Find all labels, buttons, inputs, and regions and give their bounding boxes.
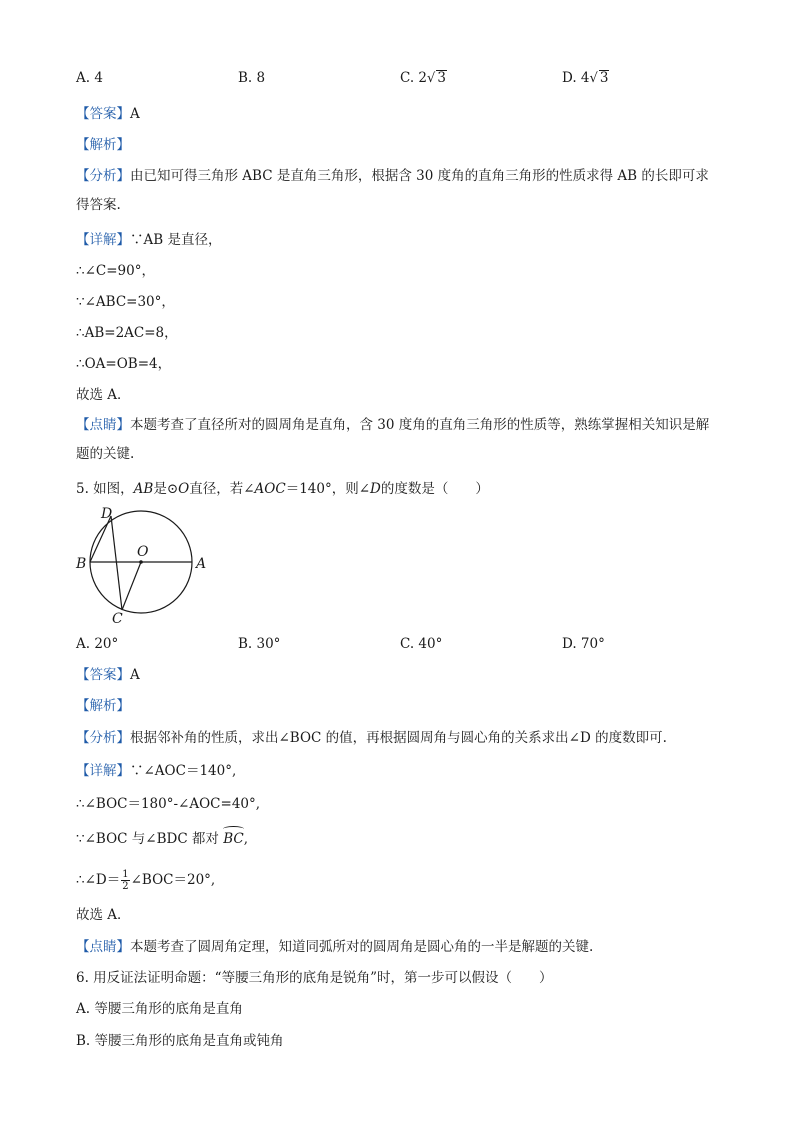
fenxi-tag: 【分析】 xyxy=(76,168,130,184)
xiangjie-tag: 【详解】 xyxy=(76,763,130,779)
q5-option-b: B. 30° xyxy=(238,636,281,652)
q4-step: ∴OA=OB=4， xyxy=(76,356,172,372)
q4-option-b: B. 8 xyxy=(238,70,266,86)
fenxi-tag: 【分析】 xyxy=(76,730,130,746)
q6-stem: 6. 用反证法证明命题：“等腰三角形的底角是锐角”时，第一步可以假设（ ） xyxy=(76,970,553,986)
q5-xiangjie: 【详解】∵∠AOC＝140°, xyxy=(76,763,237,779)
chord-dc xyxy=(111,516,122,610)
arc-bc: BC xyxy=(223,831,244,847)
fraction: $\frac{1}{2}$ xyxy=(122,869,129,892)
label-b: B xyxy=(76,556,87,572)
q4-answer: 【答案】A xyxy=(76,106,140,122)
label-d: D xyxy=(101,506,113,522)
circle-figure xyxy=(70,500,220,630)
q5-answer: 【答案】A xyxy=(76,667,140,683)
radius-oc xyxy=(122,562,141,610)
q5-step: 故选 A． xyxy=(76,907,131,923)
center-point xyxy=(139,560,143,564)
answer-tag: 【答案】 xyxy=(76,106,130,122)
sqrt-radicand: 3 xyxy=(599,70,609,86)
dianjing-tag: 【点睛】 xyxy=(76,939,130,955)
q5-step: ∵∠BOC 与∠BDC 都对 BC, xyxy=(76,831,249,847)
q5-fenxi: 【分析】根据邻补角的性质，求出∠BOC 的值，再根据圆周角与圆心角的关系求出∠D 的度数即可. xyxy=(76,730,667,746)
q6-option-b: B. 等腰三角形的底角是直角或钝角 xyxy=(76,1033,284,1049)
q4-option-c: C. 2√ 3 xyxy=(400,70,446,86)
q4-step: 故选 A． xyxy=(76,387,131,403)
q5-option-d: D. 70° xyxy=(562,636,605,652)
q4-step: ∴AB=2AC=8， xyxy=(76,325,178,341)
q6-option-a: A. 等腰三角形的底角是直角 xyxy=(76,1001,243,1017)
q4-analysis-tag: 【解析】 xyxy=(76,137,130,153)
q5-dianjing: 【点睛】本题考查了圆周角定理，知道同弧所对的圆周角是圆心角的一半是解题的关键. xyxy=(76,939,594,955)
q4-fenxi: 【分析】由已知可得三角形 ABC 是直角三角形，根据含 30 度角的直角三角形的性质求得 AB 的长即可求得答案. xyxy=(76,168,709,213)
q4-step: ∵∠ABC=30°， xyxy=(76,294,175,310)
label-a: A xyxy=(196,556,207,572)
q4-step: ∴∠C=90°， xyxy=(76,263,155,279)
q4-option-a: A. 4 xyxy=(76,70,103,86)
q5-step: ∴∠D＝ $\frac{1}{2}$ ∠BOC＝20°, xyxy=(76,869,216,892)
chord-db xyxy=(90,516,111,562)
q5-stem: 5. 如图，AB是⊙O直径，若∠AOC＝140°，则∠D的度数是（ ） xyxy=(76,481,489,497)
q5-analysis-tag: 【解析】 xyxy=(76,698,130,714)
dianjing-tag: 【点睛】 xyxy=(76,417,130,433)
q5-option-c: C. 40° xyxy=(400,636,443,652)
label-o: O xyxy=(137,544,149,560)
q5-step: ∴∠BOC＝180°-∠AOC=40°, xyxy=(76,796,261,812)
xiangjie-tag: 【详解】 xyxy=(76,232,130,248)
label-c: C xyxy=(112,611,123,627)
q4-option-d: D. 4√ 3 xyxy=(562,70,609,86)
answer-tag: 【答案】 xyxy=(76,667,130,683)
q5-option-a: A. 20° xyxy=(76,636,119,652)
sqrt-radicand: 3 xyxy=(437,70,446,86)
q4-options xyxy=(76,68,716,88)
q4-xiangjie: 【详解】∵AB 是直径， xyxy=(76,232,222,248)
q5-options xyxy=(76,634,716,654)
q4-dianjing: 【点睛】本题考查了直径所对的圆周角是直角，含 30 度角的直角三角形的性质等，熟练掌握相关知识是解题的关键. xyxy=(76,417,710,462)
